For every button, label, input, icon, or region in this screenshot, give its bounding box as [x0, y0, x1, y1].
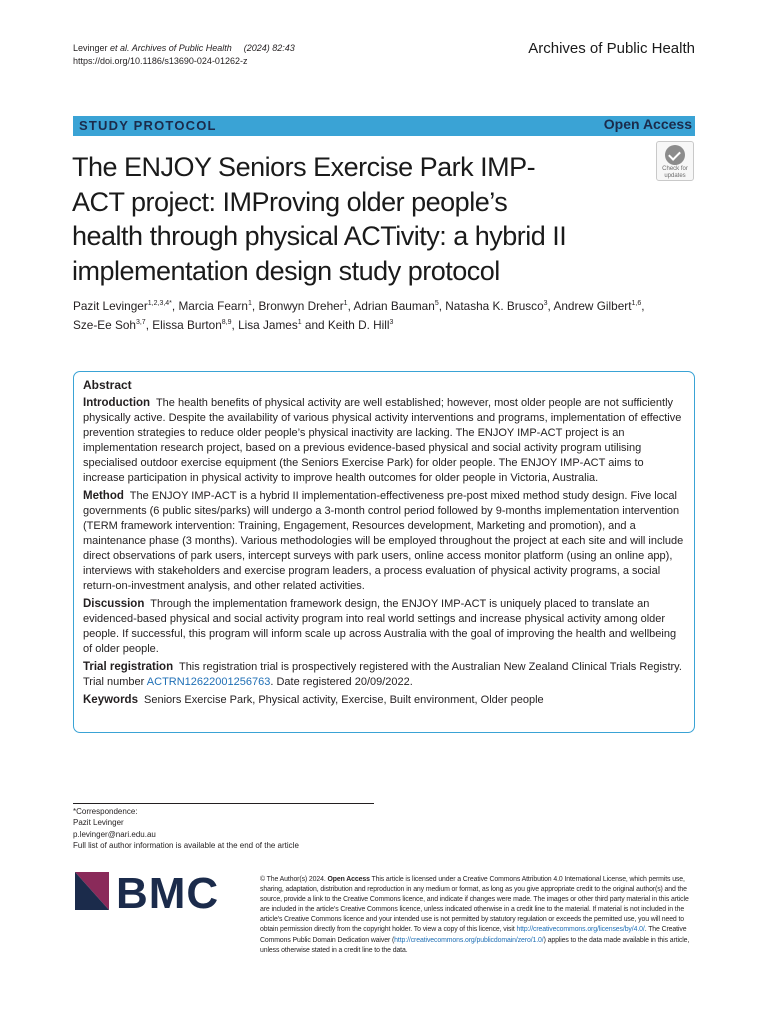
section-label: Discussion — [83, 598, 145, 610]
trial-number-link[interactable]: ACTRN12622001256763 — [146, 676, 271, 688]
author-name[interactable]: Natasha K. Brusco — [445, 299, 544, 313]
abstract-introduction — [83, 396, 684, 486]
correspondence-note: Full list of author information is available at the end of the article — [73, 840, 299, 850]
bmc-logo-text: BMC — [116, 869, 220, 918]
bmc-logo-icon — [75, 872, 115, 916]
citation-journal: et al. Archives of Public Health — [107, 43, 232, 53]
open-access-label: Open Access — [603, 116, 692, 132]
correspondence-label: *Correspondence: — [73, 807, 138, 816]
title-line: implementation design study protocol — [72, 255, 500, 286]
check-for-updates-button[interactable] — [656, 141, 694, 181]
author-separator: , — [231, 318, 239, 332]
title-line: ACT project: IMProving older people’s — [72, 186, 508, 217]
author-separator: , — [251, 299, 259, 313]
author-name[interactable]: Marcia Fearn — [178, 299, 248, 313]
author-affiliation: 1,2,3,4* — [147, 300, 172, 308]
citation-year: (2024) 82:43 — [243, 43, 295, 53]
author-affiliation: 1 — [343, 300, 348, 308]
license-body: This article is licensed under a Creative Commons Attribution 4.0 International License, which permits use, sharing, adaptation, distribution and reproduction in any medium or format, as long as you give appropriate credit to the original author(s) and the source, provide a link to the Creative Commons licence, and indicate if changes were made. The images or other third party material in this article are included in the article’s Creative Commons licence, unless indicated otherwise in a credit line to the material. If material is not included in the article’s Creative Commons licence and your intended use is not permitted by statutory regulation or exceeds the permitted use, you will need to obtain permission directly from the copyright holder. To view a copy of this licence, visit — [260, 876, 689, 934]
author-separator: and — [301, 318, 328, 332]
author-separator: , — [438, 299, 446, 313]
doi-link[interactable]: https://doi.org/10.1186/s13690-024-01262-z — [73, 56, 248, 66]
author-name[interactable]: Keith D. Hill — [327, 318, 390, 332]
abstract-heading: Abstract — [83, 378, 132, 392]
abstract-box — [73, 371, 695, 733]
footnote-rule — [73, 803, 374, 804]
author-affiliation: 3 — [543, 300, 548, 308]
section-text: . Date registered 20/09/2022. — [270, 676, 413, 688]
license-link[interactable]: http://creativecommons.org/licenses/by/4.0/ — [516, 926, 645, 934]
section-label: Trial registration — [83, 661, 174, 673]
public-domain-link[interactable]: http://creativecommons.org/publicdomain/zero/1.0/ — [394, 936, 544, 944]
abstract-method — [83, 489, 684, 594]
author-separator: , — [171, 299, 179, 313]
section-text: The ENJOY IMP-ACT is a hybrid II implementation-effectiveness pre-post mixed method study design. Five local governments (6 public sites/parks) will undergo a 3-month control period followed by 9-months implementation intervention (TERM framework intervention: Training, Engagement, Resources development, Marketing and promotion), and a maintenance phase (3 months). Various methodologies will be employed throughout the project at each site and will include direct observations of park users, intercept surveys with park users, online access monitor platform (using an online app), interviews with stakeholders and exercise program leaders, a process evaluation of physical activity programs, a social return-on-investment analysis, and other related activities. — [83, 490, 684, 592]
author-name[interactable]: Pazit Levinger — [73, 299, 148, 313]
author-affiliation: 1 — [247, 300, 252, 308]
license-body: ) applies to the data made available in this article, unless otherwise stated in a credit line to the data. — [260, 936, 690, 954]
section-label: Method — [83, 490, 124, 502]
correspondence — [73, 806, 299, 851]
author-separator: , — [547, 299, 554, 313]
author-name[interactable]: Lisa James — [238, 318, 298, 332]
license-open-access: Open Access — [327, 876, 370, 883]
author-name[interactable]: Elissa Burton — [152, 318, 222, 332]
keywords-text: Seniors Exercise Park, Physical activity, Exercise, Built environment, Older people — [144, 694, 544, 706]
section-label: Keywords — [83, 694, 138, 706]
author-name[interactable]: Sze-Ee Soh — [73, 318, 136, 332]
author-affiliation: 1 — [297, 319, 302, 327]
check-updates-text-1: Check for — [662, 166, 688, 172]
author-affiliation: 3,7 — [135, 319, 146, 327]
journal-name: Archives of Public Health — [528, 40, 695, 57]
correspondence-name: Pazit Levinger — [73, 818, 124, 828]
author-name[interactable]: Andrew Gilbert — [553, 299, 632, 313]
license-body: . The Creative Commons Public Domain Dedication waiver ( — [260, 926, 687, 944]
abstract-discussion — [83, 597, 684, 657]
author-name[interactable]: Adrian Bauman — [353, 299, 435, 313]
section-text: The health benefits of physical activity are well established; however, most older people are not sufficiently physically active. Despite the availability of various physical activity interventions and programs, implementation of effective prevention strategies to reduce older people’s physical inactivity are lacking. The ENJOY IMP-ACT project is an implementation research project, based on a previous evidence-based physical and social activity program utilising specialised outdoor exercise equipment (the Seniors Exercise Park) for older people. The ENJOY IMP-ACT aims to increase participation in physical activity to improve health outcomes for older people in Victoria, Australia. — [83, 397, 682, 484]
abstract-trial-registration — [83, 660, 684, 690]
author-affiliation: 8,9 — [221, 319, 232, 327]
author-list — [73, 297, 695, 335]
license-text — [260, 875, 696, 956]
check-updates-text-2: updates — [664, 172, 686, 179]
correspondence-email[interactable]: p.levinger@nari.edu.au — [73, 829, 156, 839]
title-line: The ENJOY Seniors Exercise Park IMP- — [72, 152, 536, 182]
author-affiliation: 1,6 — [631, 300, 642, 308]
copyright: © The Author(s) 2024. — [260, 876, 326, 883]
article-title — [72, 150, 652, 288]
author-separator: , — [641, 299, 645, 313]
author-affiliation: 5 — [434, 300, 439, 308]
section-text: Through the implementation framework design, the ENJOY IMP-ACT is uniquely placed to translate an evidenced-based physical and social activity program into real world settings and increase physical activity among older people. If successful, this program will inform scale up across Australia with the goal of improving the health and wellbeing of older people. — [83, 598, 677, 655]
check-updates-icon — [665, 145, 685, 165]
author-separator: , — [145, 318, 153, 332]
author-name[interactable]: Bronwyn Dreher — [258, 299, 344, 313]
section-label: Introduction — [83, 397, 151, 409]
article-type-label: STUDY PROTOCOL — [79, 118, 217, 133]
author-separator: , — [347, 299, 354, 313]
section-text: This registration trial is prospectively registered with the Australian New Zealand Clinical Trials Registry. Trial number — [83, 661, 682, 688]
citation-authors: Levinger — [73, 43, 108, 53]
author-affiliation: 3 — [389, 319, 394, 327]
abstract-keywords — [83, 693, 684, 708]
title-line: health through physical ACTivity: a hybrid II — [72, 221, 567, 251]
running-header — [73, 42, 295, 68]
citation-line — [73, 42, 295, 55]
